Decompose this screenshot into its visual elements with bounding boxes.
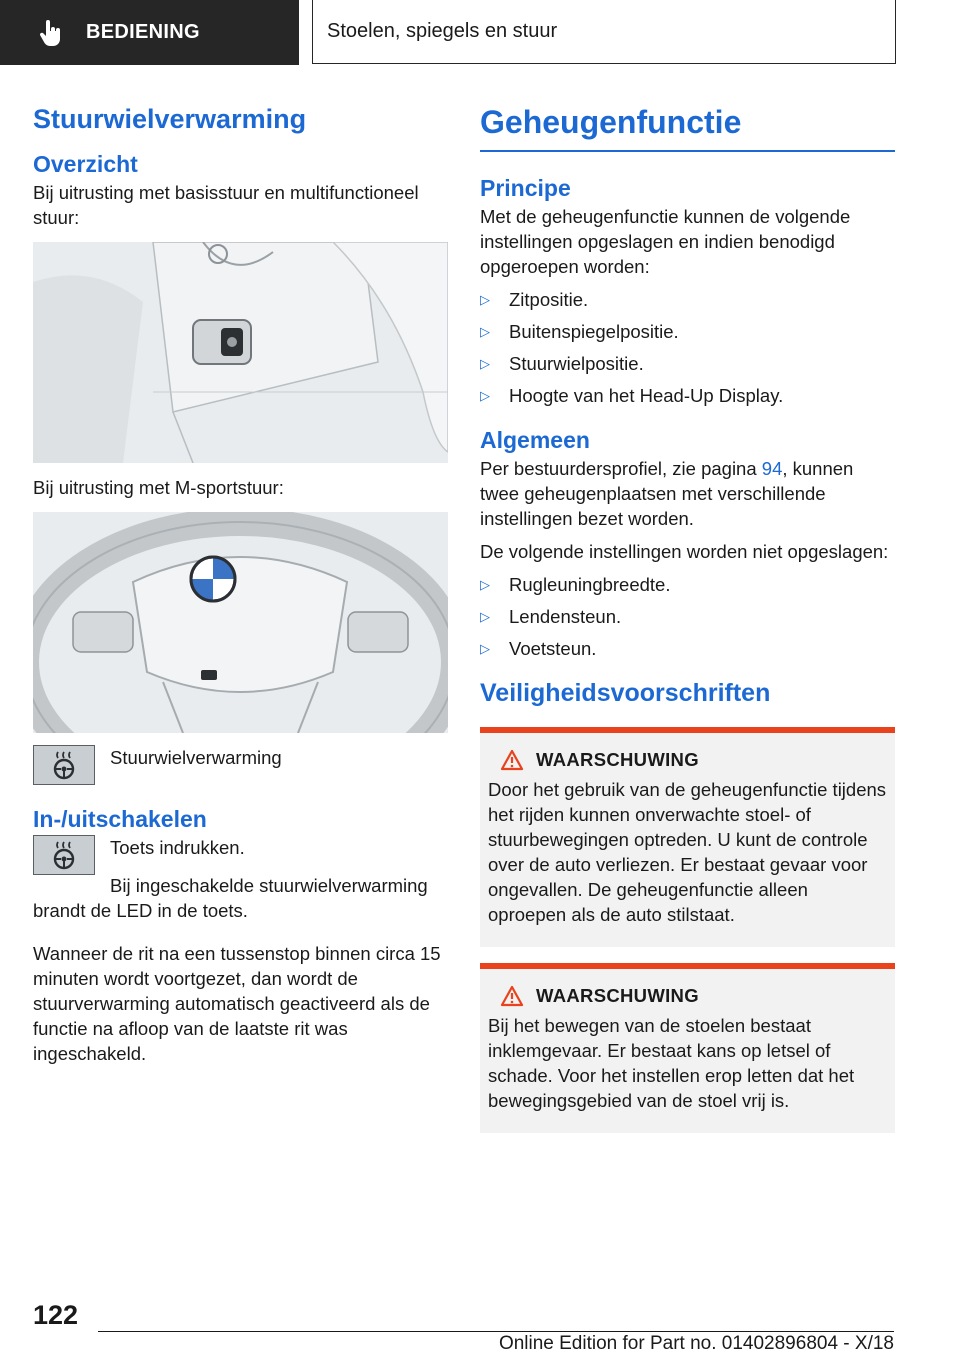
heading-stuurwielverwarming: Stuurwielverwarming bbox=[33, 104, 307, 134]
page-number: 122 bbox=[33, 1300, 79, 1330]
warning-header bbox=[500, 985, 887, 1007]
illustration-m-sportstuur bbox=[33, 512, 448, 733]
onoff-led-text: Bij ingeschakelde stuurwielverwarming brandt de LED in de toets. bbox=[33, 875, 428, 921]
steering-heat-button[interactable] bbox=[33, 835, 95, 875]
bullet-triangle-icon: ▷ bbox=[480, 641, 490, 656]
algemeen-list bbox=[480, 572, 895, 661]
illustration-basisstuur bbox=[33, 242, 448, 463]
list-item: ▷ Lendensteun. bbox=[480, 606, 622, 627]
chapter-title: Stoelen, spiegels en stuur bbox=[327, 20, 558, 42]
warning-header bbox=[500, 749, 887, 771]
heading-principe: Principe bbox=[480, 175, 571, 201]
bullet-triangle-icon: ▷ bbox=[480, 324, 490, 339]
footer-edition: Online Edition for Part no. 01402896804 - X/18 bbox=[498, 1333, 894, 1354]
warning-title: WAARSCHUWING bbox=[536, 749, 699, 770]
algemeen-text: Per bestuurdersprofiel, zie pagina 94, kunnen twee geheugenplaatsen met verschillende instellingen bezet worden. bbox=[480, 458, 854, 529]
heading-in-uitschakelen: In-/uitschakelen bbox=[33, 806, 207, 832]
heading-overzicht: Overzicht bbox=[33, 151, 138, 177]
bullet-triangle-icon: ▷ bbox=[480, 388, 490, 403]
footer-divider bbox=[98, 1331, 894, 1332]
heading-algemeen: Algemeen bbox=[480, 427, 590, 453]
warning-text: Bij het bewegen van de stoelen bestaat inklemgevaar. Er bestaat kans op letsel of schade. Voor het instellen erop letten dat het bewegingsgebied van de stoel vrij is. bbox=[488, 1015, 855, 1111]
header-section-tab[interactable] bbox=[0, 0, 299, 65]
intro-m-text: Bij uitrusting met M-sportstuur: bbox=[33, 477, 284, 498]
warning-box-1 bbox=[480, 727, 895, 947]
hand-pointer-icon bbox=[36, 18, 66, 48]
list-item: ▷ Stuurwielpositie. bbox=[480, 353, 644, 374]
heading-geheugenfunctie: Geheugenfunctie bbox=[480, 100, 895, 152]
list-item: ▷ Voetsteun. bbox=[480, 638, 597, 659]
intro-basis-text: Bij uitrusting met basisstuur en multifunctioneel stuur: bbox=[33, 182, 419, 228]
warning-triangle-icon bbox=[500, 985, 524, 1007]
bullet-triangle-icon: ▷ bbox=[480, 292, 490, 307]
warning-triangle-icon bbox=[500, 749, 524, 771]
principe-text: Met de geheugenfunctie kunnen de volgende instellingen opgeslagen en indien benodigd opgeroepen worden: bbox=[480, 206, 851, 277]
legend-label: Stuurwielverwarming bbox=[110, 747, 282, 768]
legend-steering-heat bbox=[33, 745, 448, 785]
principe-list bbox=[480, 287, 895, 408]
bullet-triangle-icon: ▷ bbox=[480, 577, 490, 592]
algemeen-text-2: De volgende instellingen worden niet opgeslagen: bbox=[480, 541, 889, 562]
heading-veiligheidsvoorschriften: Veiligheidsvoorschriften bbox=[480, 679, 771, 707]
bullet-triangle-icon: ▷ bbox=[480, 609, 490, 624]
list-item: ▷ Rugleuningbreedte. bbox=[480, 574, 671, 595]
steering-heat-button-icon bbox=[33, 745, 95, 785]
right-column bbox=[480, 100, 895, 1133]
list-item: ▷ Buitenspiegelpositie. bbox=[480, 321, 679, 342]
warning-text: Door het gebruik van de geheugenfunctie tijdens het rijden kunnen onverwachte stoel- of stuurbewegingen optreden. U kunt de controle over de auto verliezen. Er bestaat gevaar voor ongevallen. De geheugenfunctie alleen oproepen als de auto stilstaat. bbox=[488, 779, 887, 925]
list-item: ▷ Zitpositie. bbox=[480, 289, 589, 310]
bullet-triangle-icon: ▷ bbox=[480, 356, 490, 371]
warning-box-2 bbox=[480, 963, 895, 1133]
onoff-step-row bbox=[33, 835, 448, 875]
onoff-step-text: Toets indrukken. bbox=[110, 837, 245, 858]
list-item: ▷ Hoogte van het Head-Up Display. bbox=[480, 385, 784, 406]
header-chapter bbox=[312, 0, 896, 64]
warning-title: WAARSCHUWING bbox=[536, 985, 699, 1006]
page-link-94[interactable]: 94 bbox=[761, 458, 783, 479]
left-column bbox=[33, 100, 448, 1074]
section-title: BEDIENING bbox=[86, 21, 200, 43]
auto-activation-text: Wanneer de rit na een tussenstop binnen circa 15 minuten wordt voortgezet, dan wordt de stuurverwarming automatisch geactiveerd als de functie na afloop van de laatste rit was ingeschakeld. bbox=[33, 943, 441, 1064]
